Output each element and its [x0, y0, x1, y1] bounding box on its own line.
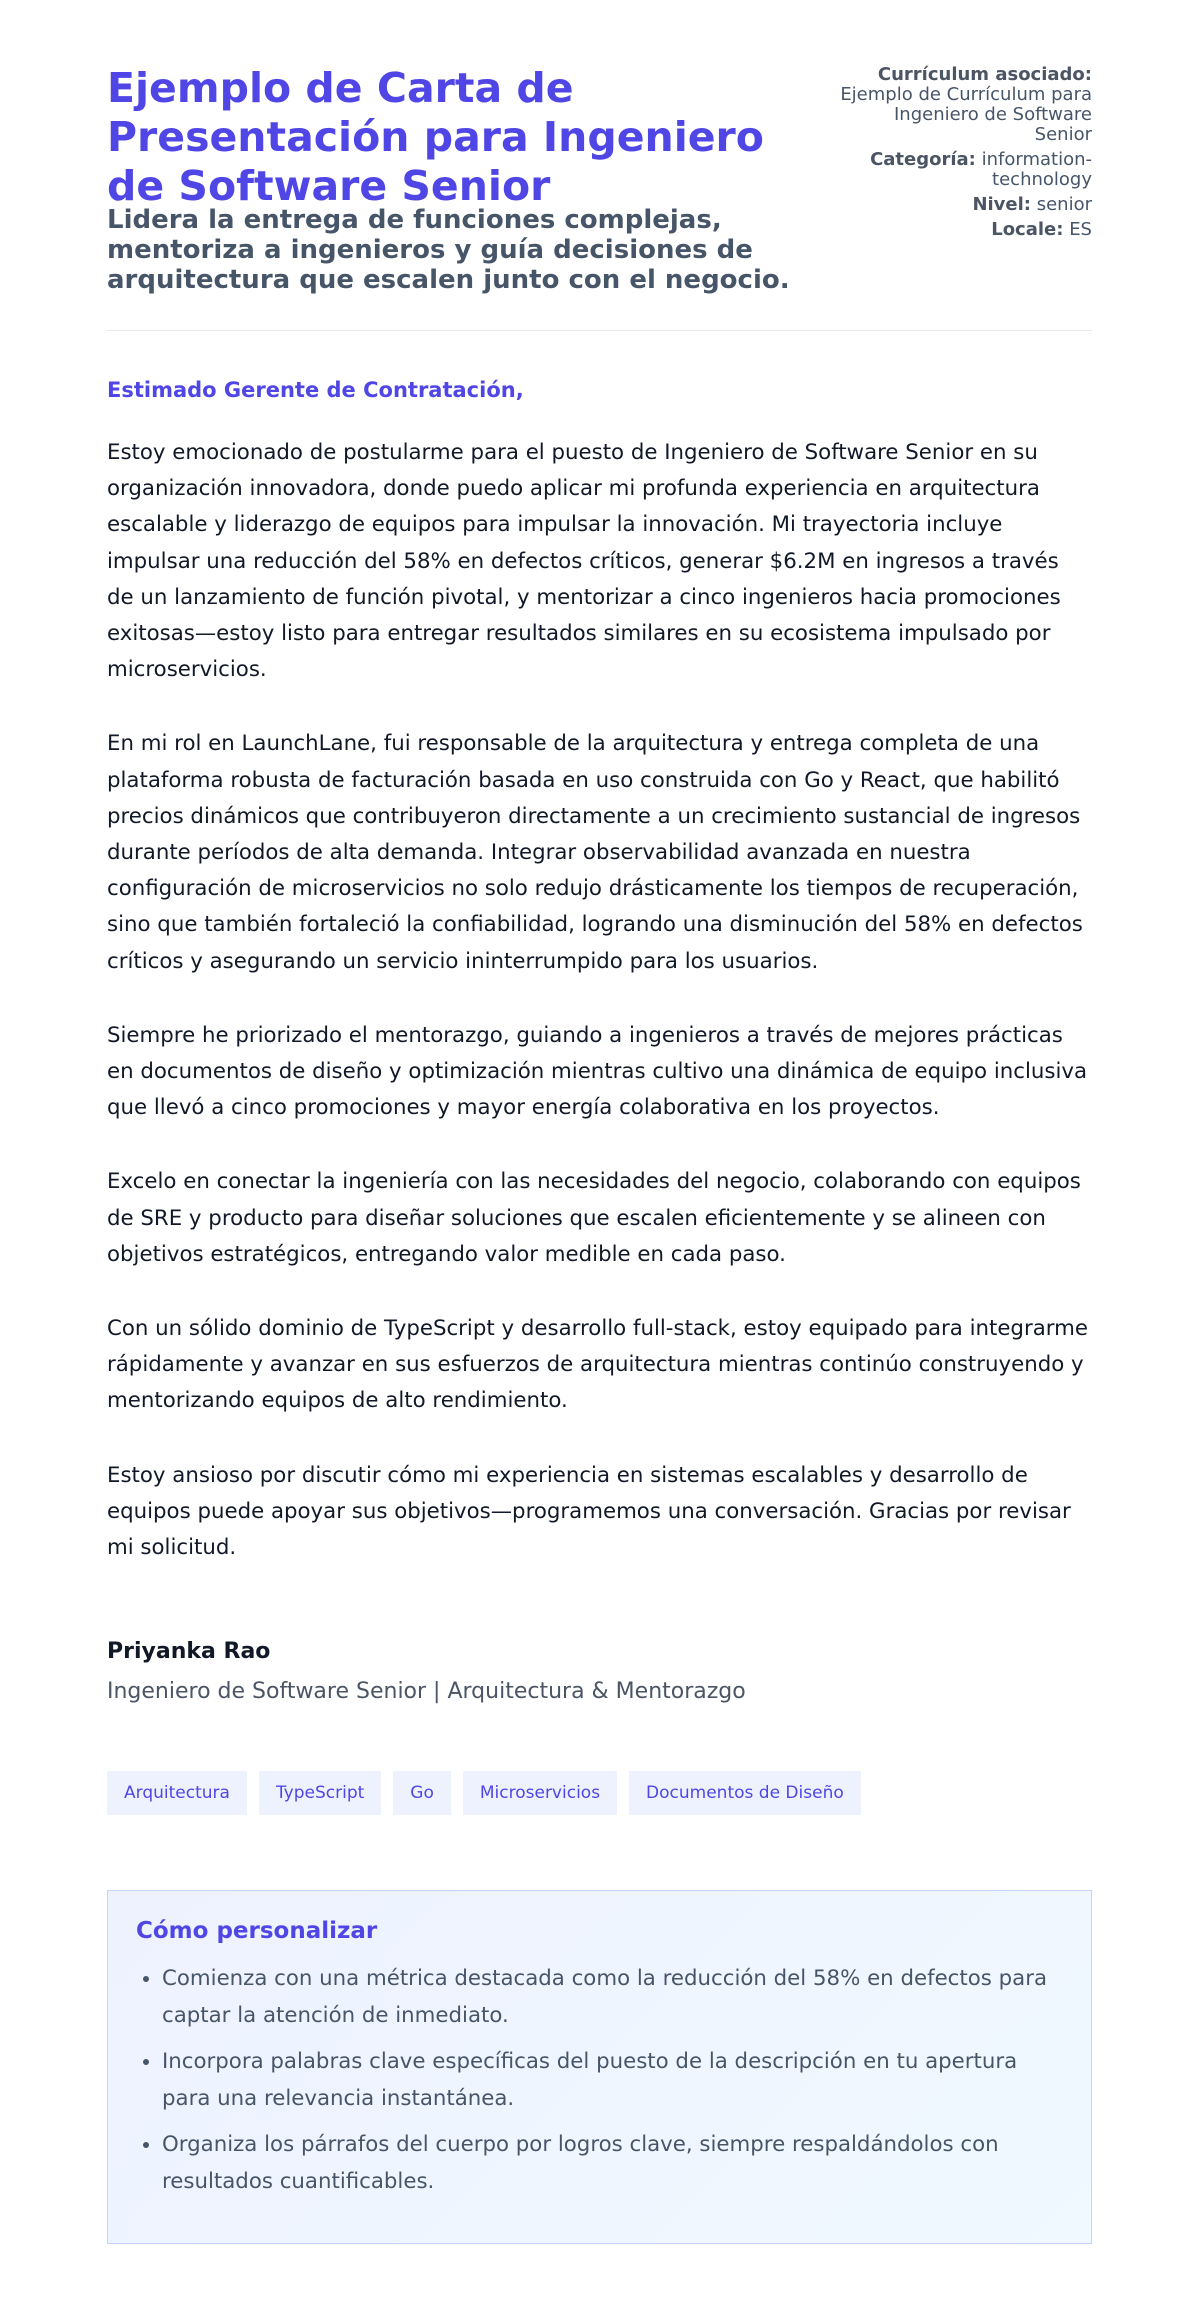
- tips-item: • Incorpora palabras clave específicas del puesto de la descripción en tu apertura para una relevancia instantánea.: [162, 2044, 1063, 2117]
- tips-item: • Organiza los párrafos del cuerpo por logros clave, siempre respaldándolos con resultados cuantificables.: [162, 2127, 1063, 2200]
- body-paragraph: En mi rol en LaunchLane, fui responsable de la arquitectura y entrega completa de una plataforma robusta de facturación basada en uso construida con Go y React, que habilitó precios dinámicos que contribuyeron directamente a un crecimiento sustancial de ingresos durante períodos de alta demanda. Integrar observabilidad avanzada en nuestra configuración de microservicios no solo redujo drásticamente los tiempos de recuperación, sino que también fortaleció la confiabilidad, logrando una disminución del 58% en defectos críticos y asegurando un servicio ininterrumpido para los usuarios.: [107, 731, 1083, 974]
- skill-tag: Go: [393, 1771, 451, 1815]
- signature-title: Ingeniero de Software Senior | Arquitectura & Mentorazgo: [107, 1679, 746, 1704]
- signature-block: [107, 1638, 746, 1706]
- signature-name: Priyanka Rao: [107, 1639, 271, 1664]
- page-subtitle: Lidera la entrega de funciones complejas, mentoriza a ingenieros y guía decisiones de arquitectura que escalen junto con el negocio.: [107, 205, 790, 295]
- skill-tag: Documentos de Diseño: [629, 1771, 861, 1815]
- body-paragraph: Siempre he priorizado el mentorazgo, guiando a ingenieros a través de mejores prácticas en documentos de diseño y optimización mientras cultivo una dinámica de equipo inclusiva que llevó a cinco promociones y mayor energía colaborativa en los proyectos.: [107, 1022, 1088, 1121]
- salutation: Estimado Gerente de Contratación,: [107, 378, 524, 402]
- tips-item: • Comienza con una métrica destacada como la reducción del 58% en defectos para captar la atención de inmediato.: [162, 1961, 1063, 2034]
- meta-category-label: Categoría:: [870, 149, 976, 170]
- customization-tips: [107, 1890, 1092, 2244]
- letter-body: [107, 435, 1092, 1604]
- meta-resume-value: Ejemplo de Currículum para Ingeniero de Software Senior: [840, 84, 1092, 145]
- letter-header: [107, 0, 1092, 330]
- body-paragraph: Estoy emocionado de postularme para el puesto de Ingeniero de Software Senior en su organización innovadora, donde puedo aplicar mi profunda experiencia en arquitectura escalable y liderazgo de equipos para impulsar la innovación. Mi trayectoria incluye impulsar una reducción del 58% en defectos críticos, generar $6.2M en ingresos a través de un lanzamiento de función pivotal, y mentorizar a cinco ingenieros hacia promociones exitosas—estoy listo para entregar resultados similares en su ecosistema impulsado por microservicios.: [107, 440, 1061, 683]
- skill-tag: TypeScript: [259, 1771, 381, 1815]
- tips-heading: Cómo personalizar: [136, 1918, 378, 1944]
- body-paragraph: Con un sólido dominio de TypeScript y desarrollo full-stack, estoy equipado para integrarme rápidamente y avanzar en sus esfuerzos de arquitectura mientras continúo construyendo y mentorizando equipos de alto rendimiento.: [107, 1316, 1088, 1414]
- meta-resume-label: Currículum asociado:: [877, 64, 1092, 85]
- header-divider: [107, 330, 1092, 331]
- page-title: Ejemplo de Carta de Presentación para Ingeniero de Software Senior: [107, 64, 764, 210]
- meta-category: [832, 150, 1092, 190]
- meta-level-label: Nivel:: [972, 194, 1031, 215]
- skill-tag: Arquitectura: [107, 1771, 247, 1815]
- meta-locale-label: Locale:: [991, 219, 1064, 240]
- cover-letter-page: [107, 0, 1092, 2194]
- meta-level: [832, 195, 1092, 215]
- body-paragraph: Excelo en conectar la ingeniería con las necesidades del negocio, colaborando con equipos de SRE y producto para diseñar soluciones que escalen eficientemente y se alineen con objetivos estratégicos, entregando valor medible en cada paso.: [107, 1169, 1081, 1267]
- meta-level-value: senior: [1036, 194, 1092, 215]
- skill-tag: Microservicios: [463, 1771, 617, 1815]
- meta-locale-value: ES: [1069, 219, 1092, 240]
- meta-resume: [832, 65, 1092, 145]
- metadata-panel: [832, 65, 1092, 245]
- tips-list: [136, 1961, 1063, 2200]
- skill-tags: [107, 1771, 861, 1815]
- meta-locale: [832, 220, 1092, 240]
- body-paragraph: Estoy ansioso por discutir cómo mi experiencia en sistemas escalables y desarrollo de equipos puede apoyar sus objetivos—programemos una conversación. Gracias por revisar mi solicitud.: [107, 1462, 1071, 1561]
- meta-category-value: information-technology: [981, 149, 1092, 190]
